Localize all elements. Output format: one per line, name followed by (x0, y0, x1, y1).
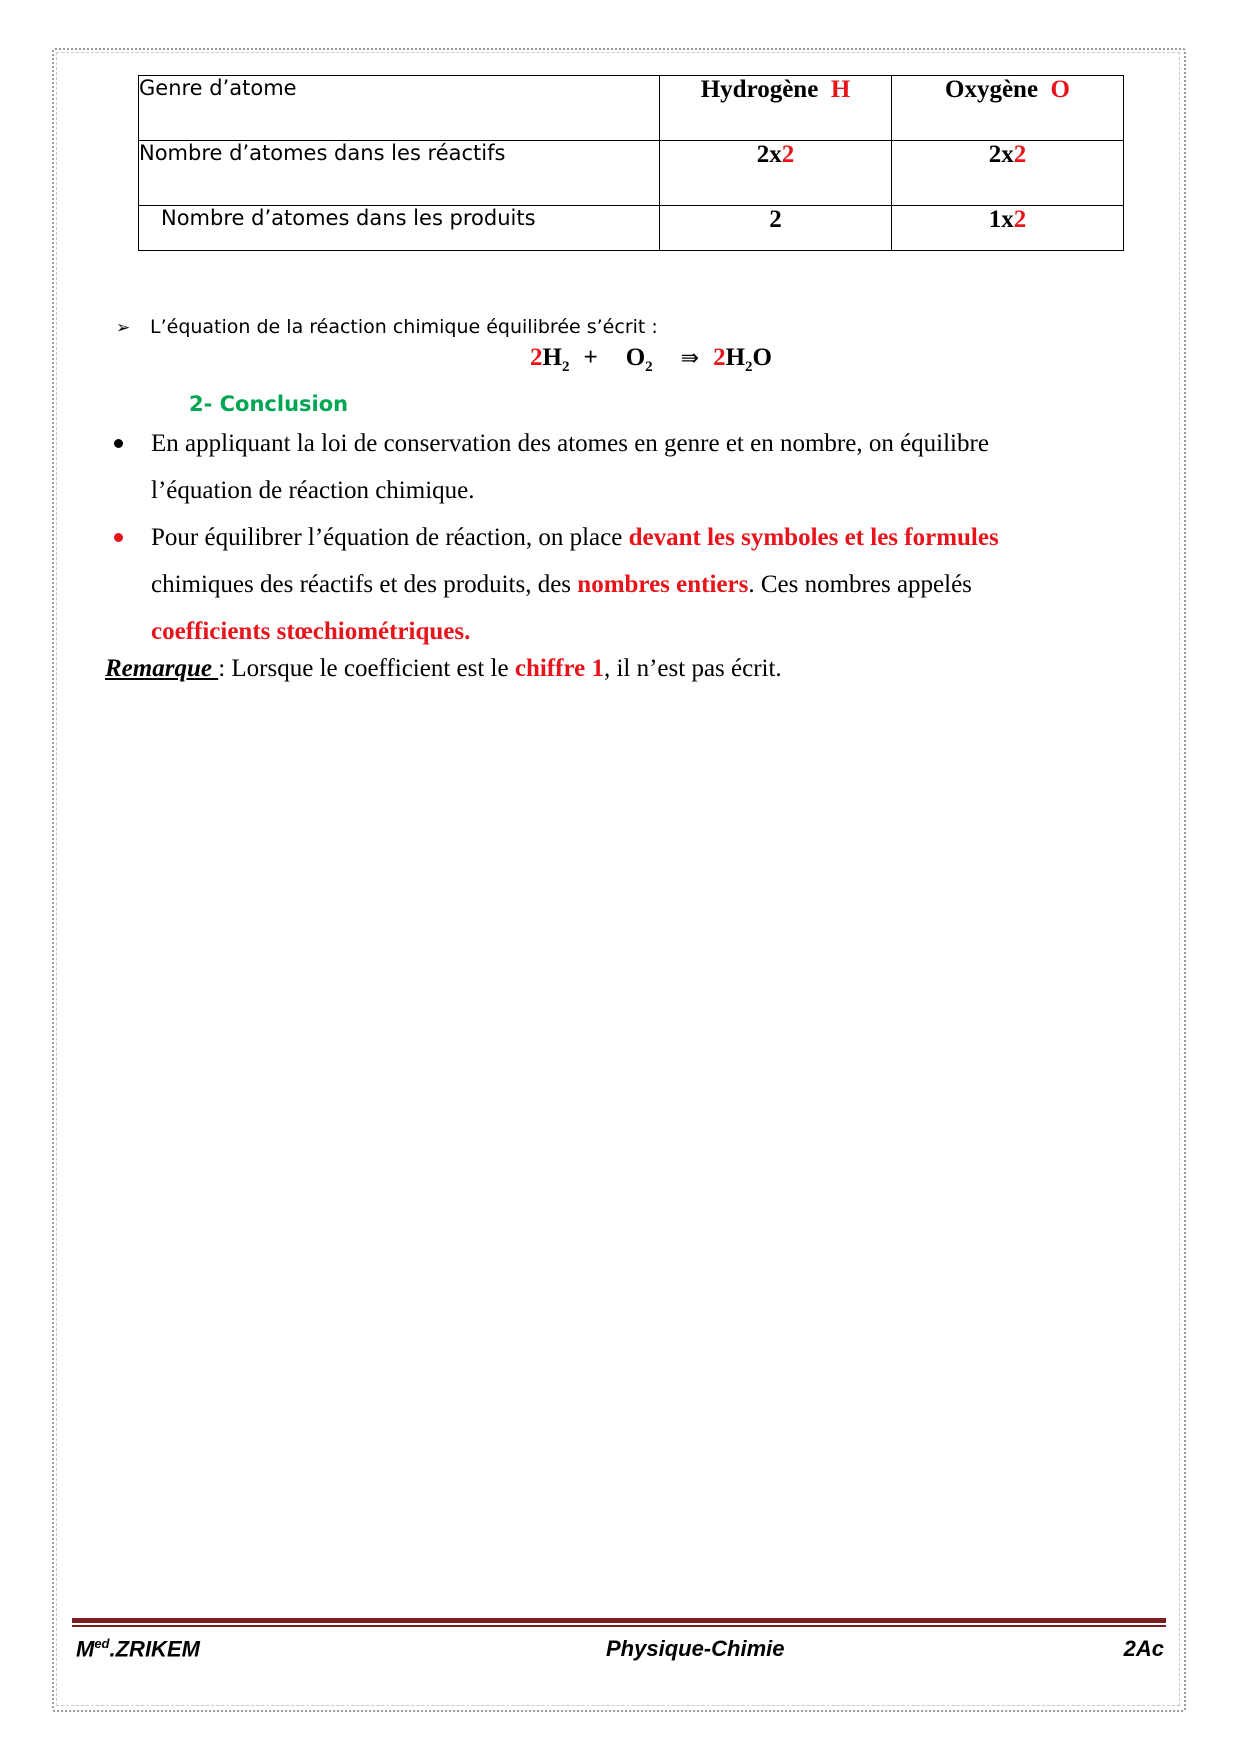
bullet-text: Pour équilibrer l’équation de réaction, on place (151, 524, 629, 551)
symbol: O (752, 344, 772, 371)
value-prefix: 2x (988, 141, 1014, 168)
reactants-label: Nombre d’atomes dans les réactifs (139, 141, 660, 206)
bullet-text: chimiques des réactifs et des produits, des (151, 571, 578, 598)
remark-label: Remarque (105, 655, 219, 682)
author-name: .ZRIKEM (109, 1636, 200, 1662)
remark-text: , il n’est pas écrit. (603, 655, 782, 682)
footer-author (76, 1636, 200, 1662)
value-prefix: 2 (769, 206, 782, 233)
reactants-hydrogen-count (660, 141, 892, 206)
list-item (114, 514, 1074, 655)
symbol: H (725, 344, 746, 371)
equation-intro-text: L’équation de la réaction chimique équilibrée s’écrit : (150, 316, 658, 338)
author-prefix: M (76, 1636, 95, 1662)
remark-text: : Lorsque le coefficient est le (218, 655, 515, 682)
bullet-dot-icon (114, 533, 123, 542)
list-item (114, 420, 1074, 514)
plus-sign: + (583, 344, 598, 371)
reaction-arrow-icon: ⇛ (680, 345, 700, 370)
value-prefix: 2x (756, 141, 782, 168)
oxygen-name: Oxygène (945, 76, 1039, 103)
coefficient: 2 (713, 344, 726, 371)
value-red: 2 (781, 141, 795, 168)
conclusion-list (114, 420, 1074, 655)
products-oxygen-count (892, 206, 1124, 251)
highlight-text: nombres entiers (577, 571, 749, 598)
bullet-text: En appliquant la loi de conservation des atomes en genre et en nombre, on équilibre l’équation de réaction chimique. (151, 430, 989, 504)
header-hydrogen (660, 76, 892, 141)
highlight-text: devant les symboles et les formules (628, 524, 999, 551)
footer-subject: Physique-Chimie (606, 1636, 785, 1661)
value-prefix: 1x (988, 206, 1014, 233)
hydrogen-name: Hydrogène (700, 76, 819, 103)
oxygen-symbol: O (1050, 76, 1070, 103)
table-header-row (139, 76, 1124, 141)
header-oxygen (892, 76, 1124, 141)
footer-rule (72, 1618, 1166, 1623)
footer-rule-thin (72, 1625, 1166, 1627)
highlight-text: coefficients stœchiométriques. (151, 618, 471, 645)
coefficient: 2 (530, 344, 543, 371)
remark (105, 655, 782, 683)
table-row-products (139, 206, 1124, 251)
hydrogen-symbol: H (830, 76, 851, 103)
balanced-equation (530, 344, 772, 376)
section-title: 2- Conclusion (189, 392, 349, 416)
bullet-text: . Ces nombres appelés (748, 571, 972, 598)
symbol: O (625, 344, 646, 371)
arrow-bullet-icon: ➢ (116, 318, 131, 338)
subscript: 2 (745, 359, 753, 375)
table-row-reactants (139, 141, 1124, 206)
atom-count-table (138, 75, 1124, 251)
products-label: Nombre d’atomes dans les produits (139, 206, 660, 251)
reactants-oxygen-count (892, 141, 1124, 206)
highlight-text: chiffre 1 (514, 655, 604, 682)
value-red: 2 (1013, 206, 1027, 233)
footer-level: 2Ac (1123, 1636, 1164, 1661)
equation-intro (116, 316, 658, 338)
value-red: 2 (1013, 141, 1027, 168)
bullet-dot-icon (114, 439, 123, 448)
subscript: 2 (561, 359, 570, 375)
products-hydrogen-count (660, 206, 892, 251)
header-label: Genre d’atome (139, 76, 660, 141)
symbol: H (542, 344, 562, 371)
subscript: 2 (645, 359, 653, 375)
author-sup: ed (94, 1636, 110, 1651)
page-border-inner (56, 52, 1180, 1706)
